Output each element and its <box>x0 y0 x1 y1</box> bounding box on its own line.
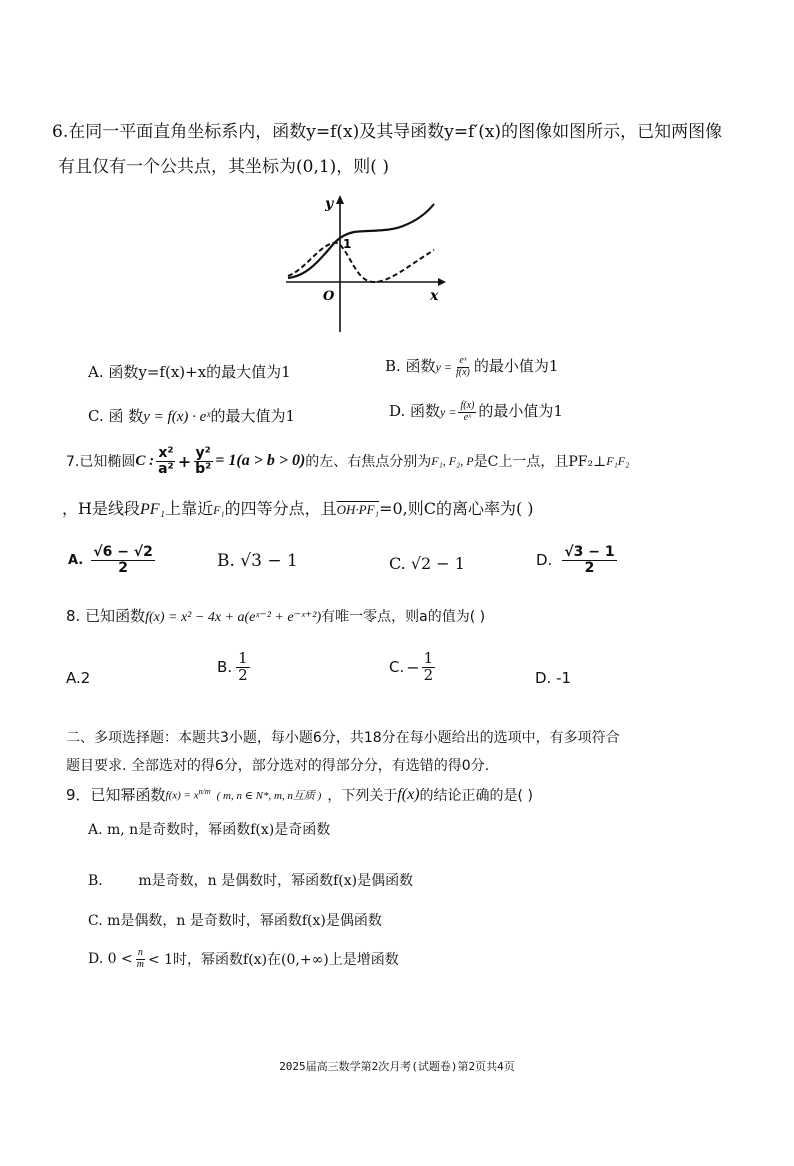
q8-c-label: C. <box>389 658 405 677</box>
q9-prefix: 9．已知幂函数 <box>66 786 166 804</box>
section2-line2: 题目要求. 全部选对的得6分，部分选对的得部分分，有选错的得0分. <box>66 758 490 774</box>
point-label: 1 <box>343 237 352 251</box>
q8-b-label: B. <box>217 658 233 677</box>
q9-option-b: B. m是奇数，n 是偶数时，幂函数f(x)是偶函数 <box>88 873 414 889</box>
q9-option-a: A. m, n是奇数时，幂函数f(x)是奇函数 <box>88 822 331 838</box>
q7-stem-line2 <box>62 496 534 519</box>
y-label: y <box>325 196 334 212</box>
q8-prefix: 8. 已知函数 <box>66 607 146 625</box>
q7-d-label: D. <box>536 551 553 570</box>
q8-suffix: 有唯一零点，则a的值为( ) <box>321 609 486 625</box>
q6-stem-line2: 有且仅有一个公共点，其坐标为(0,1)，则( ) <box>58 157 389 177</box>
q6-c-prefix: C. 函 数 <box>88 407 144 425</box>
q9-d-suffix: < 1时，幂函数f(x)在(0,+∞)上是增函数 <box>147 952 399 968</box>
q9-fx: f(x) <box>397 785 420 803</box>
q7-line2b: 上靠近 <box>165 499 214 518</box>
q6-d-suffix: 的最小值为1 <box>478 402 563 420</box>
q6-c-suffix: 的最大值为1 <box>210 407 296 425</box>
q9-cond: ( m, n ∈ N*, m, n互质 ) <box>216 789 322 802</box>
q8-c-sign: − <box>406 657 420 677</box>
q7-stem-line1: 7.已知椭圆 C : $\frac{\text{x²}}{\text{a²}}$ + $\frac{\text{y²}}{\text{b²}}$ = 1(a > b > 0) 的左、右焦点分别为 F₁, F₂, P 是C上一点，且PF₂⊥ F₁F₂ <box>66 445 630 477</box>
x-label: x <box>430 288 439 304</box>
q7-option-c: C. √2 − 1 <box>389 554 465 573</box>
q7-text2: 是C上一点，且PF₂⊥ <box>473 454 607 471</box>
q6-option-d: D. 函数y = $\frac{f(x)}{\text{eˣ}}$ 的最小值为1 <box>389 400 563 423</box>
q6-d-num: f(x) <box>460 400 475 411</box>
q7-f1: F₁ <box>213 503 225 517</box>
q6-option-b: B. 函数y = $\frac{\text{eˣ}}{f(x)}$ 的最小值为1 <box>385 355 559 378</box>
q7-f1f2: F₁F₂ <box>606 453 630 468</box>
q9-d-num: n <box>137 947 143 958</box>
y-axis-arrow <box>336 195 344 204</box>
q7-prefix: 7.已知椭圆 <box>66 454 136 471</box>
q9-d-prefix: D. 0 < <box>88 951 133 967</box>
q7-pf1: PF₁ <box>139 501 166 518</box>
q7-a-label: A. <box>68 552 84 568</box>
q9-text: ，下列关于 <box>327 787 398 804</box>
q7-dot: OH·PF₁ <box>336 502 380 517</box>
q7-text1: 的左、右焦点分别为 <box>305 454 432 471</box>
q7-option-b: B. √3 − 1 <box>217 551 298 571</box>
q9-suffix: 的结论正确的是( ) <box>419 787 533 804</box>
page-footer: 2025届高三数学第2次月考(试题卷)第2页共4页 <box>279 1060 515 1073</box>
q7-d-den: 2 <box>584 559 595 576</box>
q9-option-c: C. m是偶数，n 是奇数时，幂函数f(x)是偶函数 <box>88 913 382 929</box>
q6-d-prefix: D. 函数 <box>389 402 441 420</box>
q8-option-c <box>389 651 437 684</box>
q8-expr: f(x) = x² − 4x + a(eˣ⁻² + e⁻ˣ⁺²) <box>145 610 322 625</box>
q7-line2a: ，H是线段 <box>62 499 140 518</box>
q7-option-d <box>536 545 619 575</box>
q7-d-num: √3 − 1 <box>564 544 615 560</box>
q7-line2d: =0,则C的离心率为( ) <box>379 499 534 518</box>
q6-d-den: eˣ <box>463 411 472 423</box>
q8-b-den: 2 <box>238 665 248 684</box>
q8-b-num: 1 <box>238 649 248 667</box>
q6-option-c <box>88 405 295 426</box>
q6-option-a: A. 函数y=f(x)+x的最大值为1 <box>88 363 291 381</box>
f-curve <box>288 204 434 278</box>
q8-option-b <box>217 651 252 684</box>
derivative-curve <box>288 243 434 282</box>
q7-foci: F₁, F₂, P <box>431 453 474 468</box>
q8-option-a: A.2 <box>66 669 91 687</box>
q6-b-prefix: B. 函数 <box>385 357 436 375</box>
q6-b-num: eˣ <box>459 355 467 366</box>
section2-line1: 二、多项选择题：本题共3小题，每小题6分，共18分在每小题给出的选项中，有多项符合 <box>66 730 620 746</box>
q7-a-num: √6 − √2 <box>93 544 153 560</box>
q8-c-num: 1 <box>423 649 434 667</box>
q6-b-suffix: 的最小值为1 <box>473 357 559 375</box>
q9-stem: 9．已知幂函数 $f(x) = x^{n/m}$ ( m, n ∈ N*, m, n互质 ) ，下列关于 f(x) 的结论正确的是( ) <box>66 785 533 804</box>
q7-option-a <box>68 545 157 575</box>
q9-option-d <box>88 948 399 970</box>
q7-line2c: 的四等分点，且 <box>224 499 337 518</box>
q6-b-den: f(x) <box>456 366 470 378</box>
q9-d-den: m <box>136 958 144 970</box>
q6-c-expr: y = f(x) · eˣ <box>143 409 211 425</box>
q6-graph <box>278 190 448 340</box>
q6-stem-line1: 6.在同一平面直角坐标系内，函数y=f(x)及其导函数y=f′(x)的图像如图所示，已知两图像 <box>52 122 723 142</box>
q8-c-den: 2 <box>423 665 434 684</box>
q7-ellipse: C : <box>135 452 155 469</box>
x-axis-arrow <box>438 278 446 286</box>
origin-label: O <box>323 289 335 304</box>
q7-a-den: 2 <box>118 559 128 576</box>
q8-stem <box>66 605 485 626</box>
q8-option-d: D. -1 <box>535 669 572 687</box>
